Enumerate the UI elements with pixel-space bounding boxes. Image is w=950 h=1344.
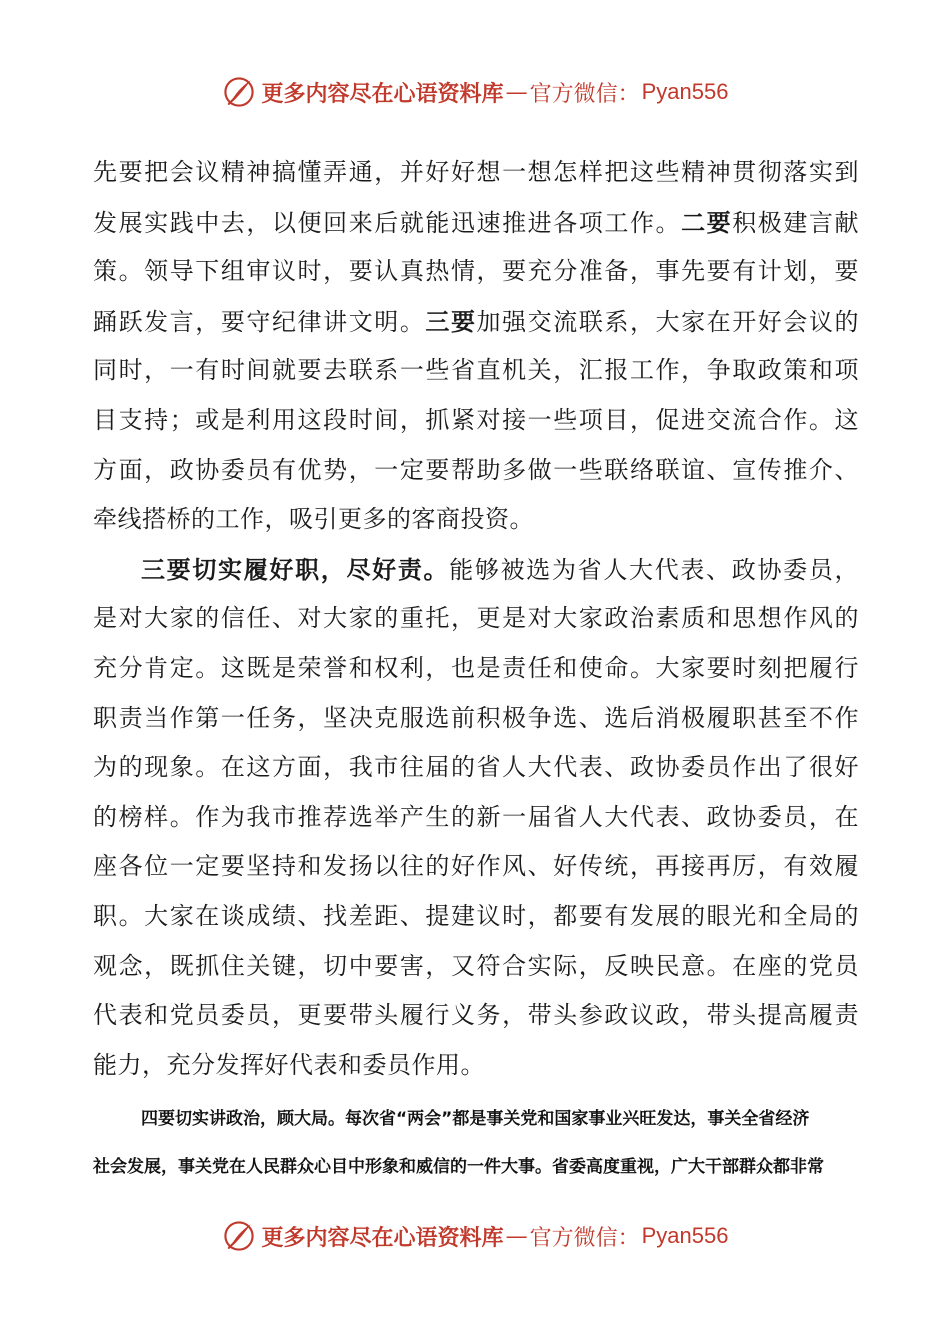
p2-line-10: 代表和党员委员，更要带头履行义务，带头参政议政，带头提高履责 xyxy=(93,1001,859,1030)
p2-line-4: 职责当作第一任务，坚决克服选前积极争选、选后消极履职甚至不作 xyxy=(93,703,859,732)
footer-brand-text: 更多内容尽在心语资料库 xyxy=(261,1224,504,1251)
p1-emphasis-er-yao: 二要 xyxy=(681,207,733,237)
quill-logo-icon xyxy=(222,75,256,109)
p3-line-1: 四要切实讲政治，顾大局。每次省“两会”都是事关党和国家事业兴旺发达，事关全省经济 xyxy=(141,1109,810,1129)
p1-line-2: 发展实践中去，以便回来后就能迅速推进各项工作。二要积极建言献 xyxy=(93,207,859,237)
footer-wechat-label: 官方微信： xyxy=(529,1225,640,1251)
p2-line-2: 是对大家的信任、对大家的重托，更是对大家政治素质和思想作风的 xyxy=(93,604,859,633)
p2-line-7: 座各位一定要坚持和发扬以往的好作风、好传统，再接再厉，有效履 xyxy=(93,852,859,881)
p1-emphasis-san-yao: 三要 xyxy=(425,306,477,336)
header-dash: — xyxy=(505,79,528,105)
p1-line-4: 踊跃发言，要守纪律讲文明。三要加强交流联系，大家在开好会议的 xyxy=(93,306,859,336)
p2-line-6: 的榜样。作为我市推荐选举产生的新一届省人大代表、政协委员，在 xyxy=(93,802,859,831)
p1-line-5: 同时，一有时间就要去联系一些省直机关，汇报工作，争取政策和项 xyxy=(93,356,859,385)
document-body xyxy=(93,148,859,1090)
p2-line-5: 为的现象。在这方面，我市往届的省人大代表、政协委员作出了很好 xyxy=(93,753,859,782)
p1-line-6: 目支持；或是利用这段时间，抓紧对接一些项目，促进交流合作。这 xyxy=(93,405,859,434)
p1-line-3: 策。领导下组审议时，要认真热情，要充分准备，事先要有计划，要 xyxy=(93,257,859,286)
p2-line-9: 观念，既抓住关键，切中要害，又符合实际，反映民意。在座的党员 xyxy=(93,951,859,980)
header-brand-text: 更多内容尽在心语资料库 xyxy=(261,80,504,107)
header-banner xyxy=(0,70,950,114)
footer-dash: — xyxy=(505,1223,528,1249)
p1-line-8: 牵线搭桥的工作，吸引更多的客商投资。 xyxy=(93,505,534,534)
header-wechat-id: Pyan556 xyxy=(641,79,729,104)
p2-line-11: 能力，充分发挥好代表和委员作用。 xyxy=(93,1050,485,1079)
p1-line-1: 先要把会议精神搞懂弄通，并好好想一想怎样把这些精神贯彻落实到 xyxy=(93,158,859,186)
p2-heading: 三要切实履好职，尽好责。 xyxy=(141,554,450,584)
quill-logo-icon xyxy=(222,1219,256,1253)
footer-banner xyxy=(0,1214,950,1258)
p2-line-3: 充分肯定。这既是荣誉和权利，也是责任和使命。大家要时刻把履行 xyxy=(93,653,859,682)
footer-wechat-id: Pyan556 xyxy=(641,1223,729,1248)
p3-line-2: 社会发展，事关党在人民群众心目中形象和威信的一件大事。省委高度重视，广大干部群众都非常 xyxy=(93,1157,824,1177)
header-wechat-label: 官方微信： xyxy=(529,81,640,107)
p1-line-7: 方面，政协委员有优势，一定要帮助多做一些联络联谊、宣传推介、 xyxy=(93,455,859,484)
p2-line-1: 三要切实履好职，尽好责。能够被选为省人大代表、政协委员， xyxy=(141,554,859,584)
p2-line-8: 职。大家在谈成绩、找差距、提建议时，都要有发展的眼光和全局的 xyxy=(93,901,859,930)
